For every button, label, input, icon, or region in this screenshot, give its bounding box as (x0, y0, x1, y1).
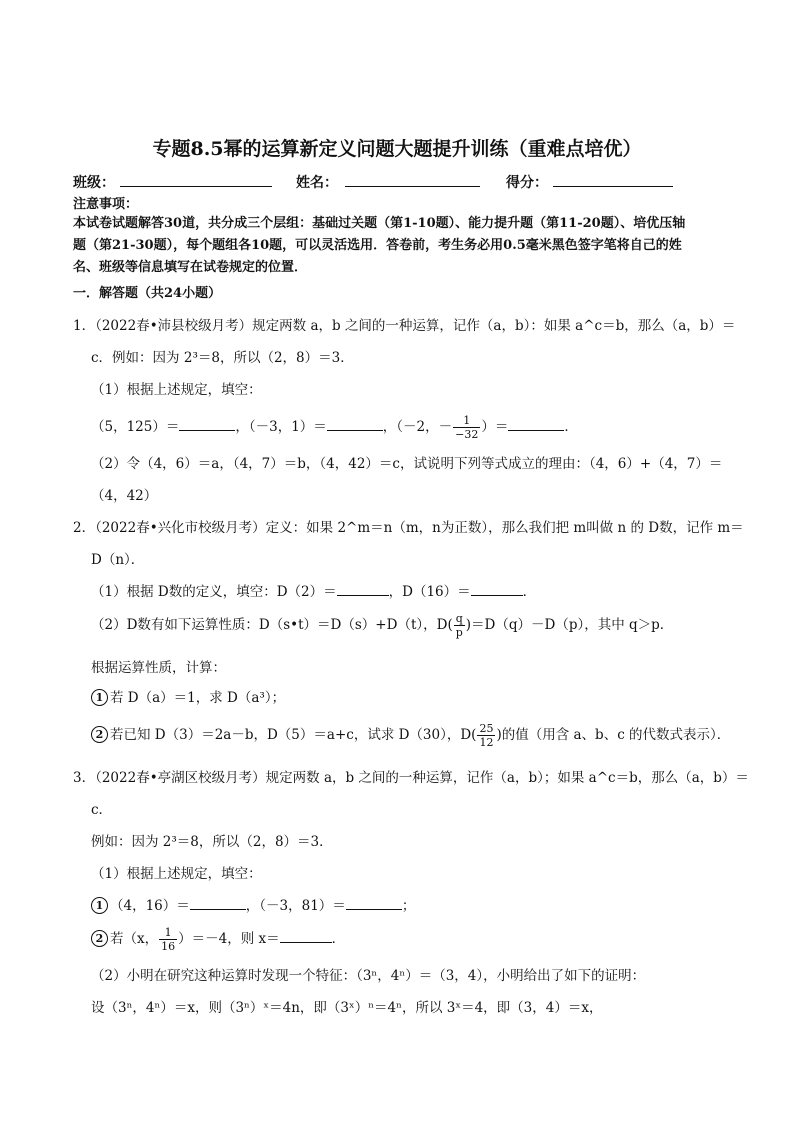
q2-line: D（n）． (91, 552, 145, 568)
class-blank[interactable] (120, 186, 272, 187)
answer-blank[interactable] (337, 581, 389, 596)
q2-text: （1）根据 D数的定义，填空：D（2）＝ (91, 584, 337, 600)
circled-number: 2 (91, 726, 108, 743)
fraction-denominator: p (455, 626, 463, 639)
section-heading: 一．解答题（共24小题） (73, 286, 222, 301)
q3-text: ）＝－4，则 x＝ (178, 931, 280, 947)
q3-line: （1）根据上述规定，填空： (91, 866, 262, 882)
q3-text: （4，16）＝ (110, 898, 190, 914)
answer-blank[interactable] (179, 416, 235, 431)
answer-blank[interactable] (508, 416, 564, 431)
page-title: 专题8.5幂的运算新定义问题大题提升训练（重难点培优） (152, 138, 642, 160)
circled-number: 1 (91, 897, 108, 914)
answer-blank[interactable] (346, 895, 402, 910)
q2-text: 若已知 D（3）＝2a－b，D（5）＝a+c，试求 D（30），D( (110, 727, 477, 743)
q3-line: 设（3ⁿ，4ⁿ）＝x，则（3ⁿ）ˣ＝4n，即（3ˣ）ⁿ＝4ⁿ，所以 3ˣ＝4，即（3，4）＝x， (91, 1000, 603, 1016)
notice-line: 题（第21-30题），每个题组各10题，可以灵活选用．答卷前，考生务必用0.5毫米黑色签字笔将自己的姓 (73, 238, 682, 253)
notice-heading: 注意事项： (73, 197, 139, 212)
q2-line: 2．（2022春•兴化市校级月考）定义：如果 2^m＝n（m，n为正数），那么我们把 m叫做 n 的 D数，记作 m＝ (73, 520, 744, 536)
q1-text: ． (564, 419, 578, 435)
class-label: 班级： (73, 175, 115, 191)
q1-text: （5，125）＝ (91, 419, 180, 435)
q3-line: （2）小明在研究这种运算时发现一个特征：（3ⁿ，4ⁿ）＝（3，4），小明给出了如下的证明： (91, 968, 646, 984)
q3-sub2 (91, 926, 345, 953)
fraction-numerator: 1 (453, 414, 480, 428)
q1-line: （1）根据上述规定，填空： (91, 382, 262, 398)
q3-line: 3．（2022春•亭湖区校级月考）规定两数 a，b 之间的一种运算，记作（a，b）；如果 a^c＝b，那么（a，b）＝ (73, 770, 749, 786)
fraction-numerator: 25 (479, 722, 494, 735)
answer-blank[interactable] (280, 928, 332, 943)
q2-text: ． (522, 584, 537, 600)
q3-text: ，（－3，81）＝ (245, 898, 346, 914)
q3-line: c． (91, 802, 113, 818)
q1-line: c．例如：因为 2³＝8，所以（2，8）＝3． (91, 350, 354, 366)
q3-line: 例如：因为 2³＝8，所以（2，8）＝3． (91, 834, 333, 850)
q2-text: 若 D（a）＝1，求 D（a³）； (110, 690, 286, 706)
notice-line: 本试卷试题解答30道，共分成三个层组：基础过关题（第1-10题）、能力提升题（第11-20题）、培优压轴 (73, 216, 686, 231)
q2-property-line (91, 612, 673, 639)
q2-fill-line (91, 580, 536, 600)
q1-text: ，（－3，1）＝ (235, 419, 327, 435)
q1-text: ，（－2，－ (382, 419, 453, 435)
fraction (477, 722, 495, 749)
q2-text: )的值（用含 a、b、c 的代数式表示）． (496, 727, 731, 743)
fraction-denominator: −32 (455, 428, 479, 441)
q2-line: 根据运算性质，计算： (91, 660, 226, 676)
fraction (159, 926, 177, 953)
fraction-denominator: 12 (479, 736, 494, 749)
fraction-denominator: 16 (161, 940, 176, 953)
score-blank[interactable] (553, 186, 673, 187)
notice-line: 名、班级等信息填写在试卷规定的位置． (73, 260, 308, 275)
q2-text: )＝D（q）－D（p），其中 q＞p． (465, 617, 674, 633)
q3-text: ． (331, 931, 346, 947)
name-blank[interactable] (345, 186, 480, 187)
q3-text: ； (401, 898, 416, 914)
q2-text: （2）D数有如下运算性质：D（s•t）＝D（s）+D（t），D( (91, 617, 453, 633)
score-label: 得分： (506, 175, 548, 191)
circled-number: 2 (91, 930, 108, 947)
q2-text: ，D（16）＝ (388, 584, 471, 600)
q1-text: ）＝ (481, 419, 509, 435)
q3-text: 若（x， (110, 931, 159, 947)
q2-sub2 (91, 722, 730, 749)
fraction-numerator: q (455, 612, 463, 625)
fraction-numerator: 1 (159, 926, 177, 940)
answer-blank[interactable] (190, 895, 246, 910)
fraction (454, 612, 465, 639)
q1-line: 1．（2022春•沛县校级月考）规定两数 a，b 之间的一种运算，记作（a，b）：如果 a^c＝b，那么（a，b）＝ (73, 318, 736, 334)
q2-sub1 (91, 686, 285, 706)
name-label: 姓名： (296, 175, 338, 191)
q1-fill-line (91, 414, 578, 441)
answer-blank[interactable] (471, 581, 523, 596)
fraction (453, 414, 480, 441)
q1-line: （2）令（4，6）＝a，（4，7）＝b，（4，42）＝c，试说明下列等式成立的理由：（4，6）+（4，7）＝ (91, 456, 723, 472)
answer-blank[interactable] (327, 416, 383, 431)
q3-sub1 (91, 894, 415, 914)
circled-number: 1 (91, 689, 108, 706)
q1-line: （4，42） (91, 488, 158, 504)
